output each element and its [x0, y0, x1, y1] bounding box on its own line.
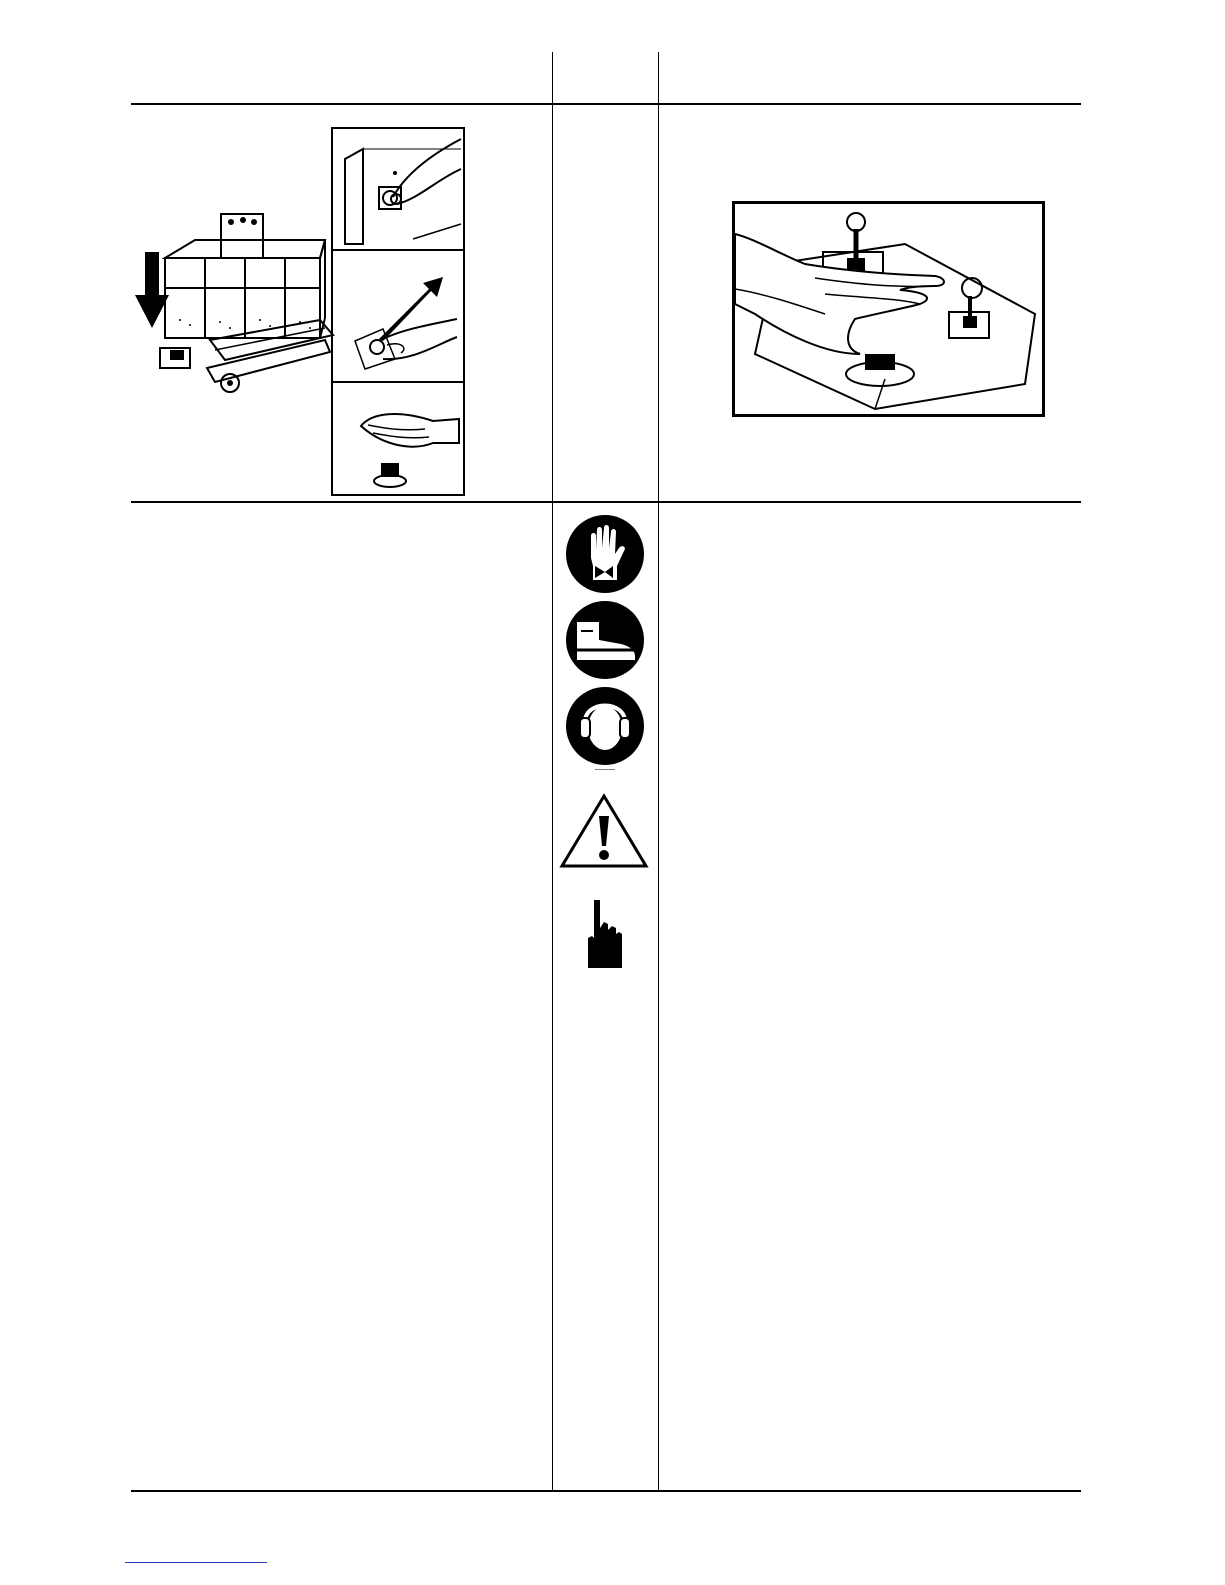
ear-protection-icon	[565, 686, 645, 770]
emergency-steps-panel	[331, 127, 465, 496]
key-switch-icon	[333, 129, 463, 251]
pull-emergency-stop-icon	[333, 249, 463, 383]
section-rule	[131, 501, 1081, 503]
footer-rule	[131, 1490, 1081, 1492]
push-emergency-stop-icon	[333, 381, 463, 494]
warning-triangle-icon	[559, 792, 649, 870]
platform-lowering-emergency-stop-illustration	[135, 200, 335, 400]
control-console-emergency-stop-illustration	[732, 201, 1045, 417]
column-divider-right	[658, 52, 659, 1490]
column-divider-left	[552, 52, 553, 1490]
footer-link-underline[interactable]	[125, 1562, 267, 1563]
pointing-hand-icon	[584, 898, 624, 970]
safety-gloves-icon	[565, 514, 645, 594]
safety-boots-icon	[565, 600, 645, 680]
header-rule	[131, 103, 1081, 105]
